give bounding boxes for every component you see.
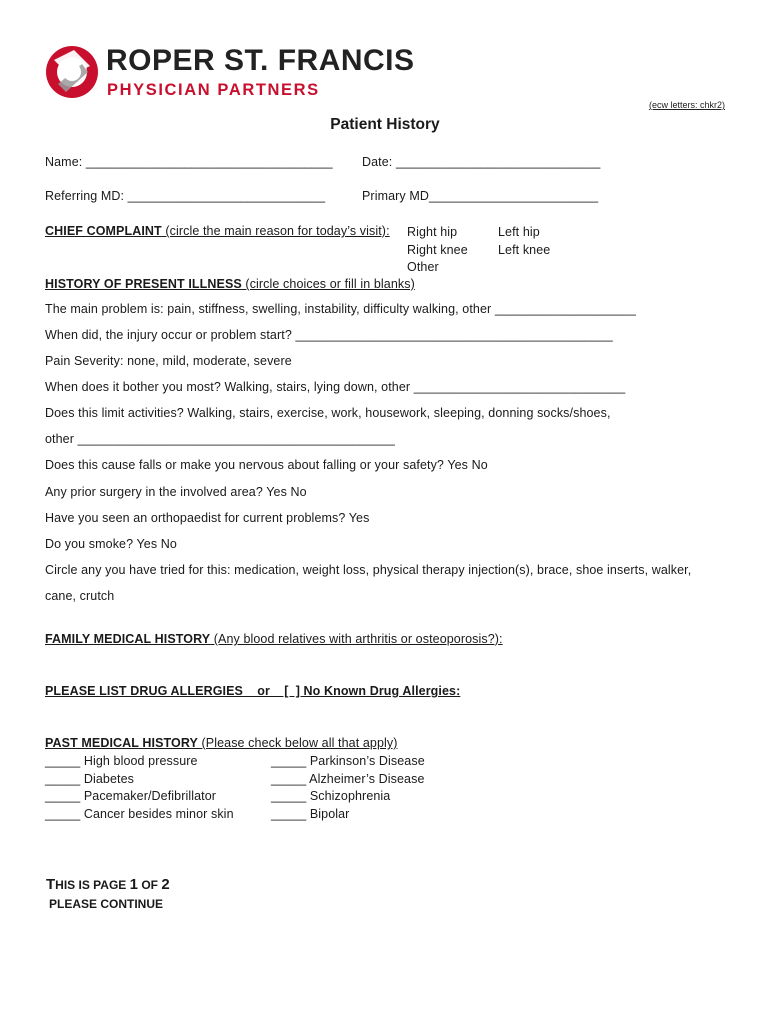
page-number-current: 1 xyxy=(129,876,138,893)
hpi-line[interactable]: Any prior surgery in the involved area? Yes No xyxy=(45,485,307,499)
hpi-line[interactable]: Circle any you have tried for this: medication, weight loss, physical therapy injection(s), brace, shoe inserts, walker, xyxy=(45,563,692,577)
page-number-total: 2 xyxy=(161,876,170,893)
name-field[interactable]: Name: ___________________________________ xyxy=(45,155,333,169)
hpi-line[interactable]: Does this limit activities? Walking, stairs, exercise, work, housework, sleeping, donning socks/shoes, xyxy=(45,406,611,420)
form-code: (ecw letters: chkr2) xyxy=(648,100,725,110)
hpi-line[interactable]: When does it bother you most? Walking, stairs, lying down, other ______________________________ xyxy=(45,380,626,394)
option-right-knee[interactable]: Right knee xyxy=(407,242,468,257)
complaint-options-col1 xyxy=(407,224,468,277)
page-number-of: OF xyxy=(137,878,162,892)
primary-md-field[interactable]: Primary MD________________________ xyxy=(362,189,599,203)
family-history-note: (Any blood relatives with arthritis or osteoporosis?): xyxy=(210,632,503,646)
page-number-t: T xyxy=(46,876,56,893)
pmh-item[interactable]: _____ Cancer besides minor skin xyxy=(45,806,234,821)
hpi-note: (circle choices or fill in blanks) xyxy=(241,277,415,291)
complaint-options-col2 xyxy=(498,224,550,259)
chief-complaint-label xyxy=(45,224,390,238)
hpi-label xyxy=(45,277,415,291)
org-name: ROPER ST. FRANCIS xyxy=(106,44,415,77)
option-right-hip[interactable]: Right hip xyxy=(407,225,458,239)
hpi-line[interactable]: Have you seen an orthopaedist for current problems? Yes xyxy=(45,511,370,525)
hpi-line[interactable]: other _____________________________________________ xyxy=(45,432,395,446)
pmh-item[interactable]: _____ Bipolar xyxy=(271,806,350,821)
option-left-hip[interactable]: Left hip xyxy=(498,225,540,239)
org-subtitle: PHYSICIAN PARTNERS xyxy=(107,81,320,99)
hpi-line[interactable]: The main problem is: pain, stiffness, swelling, instability, difficulty walking, other ____________________ xyxy=(45,302,636,316)
pmh-item[interactable]: _____ High blood pressure xyxy=(45,754,198,768)
hpi-heading: HISTORY OF PRESENT ILLNESS xyxy=(45,277,242,291)
referring-md-field[interactable]: Referring MD: ____________________________ xyxy=(45,189,326,203)
pmh-item[interactable]: _____ Parkinson’s Disease xyxy=(271,754,425,768)
pmh-col2 xyxy=(271,753,425,823)
pmh-label xyxy=(45,736,398,750)
pmh-item[interactable]: _____ Diabetes xyxy=(45,771,134,786)
allergies-label xyxy=(45,684,460,698)
family-history-label xyxy=(45,632,503,646)
option-other[interactable]: Other xyxy=(407,260,439,274)
chief-complaint-note: (circle the main reason for today’s visit): xyxy=(161,224,390,238)
family-history-heading: FAMILY MEDICAL HISTORY xyxy=(45,632,211,646)
chief-complaint-heading: CHIEF COMPLAINT xyxy=(45,224,162,238)
hpi-line[interactable]: Do you smoke? Yes No xyxy=(45,537,177,551)
pmh-item[interactable]: _____ Schizophrenia xyxy=(271,789,391,803)
hpi-line[interactable]: cane, crutch xyxy=(45,589,115,603)
hpi-line[interactable]: Pain Severity: none, mild, moderate, severe xyxy=(45,354,292,368)
option-left-knee[interactable]: Left knee xyxy=(498,242,551,257)
pmh-col1 xyxy=(45,753,234,823)
allergies-heading: PLEASE LIST DRUG ALLERGIES xyxy=(45,684,243,698)
page-title: Patient History xyxy=(330,116,440,133)
pmh-item[interactable]: _____ Pacemaker/Defibrillator xyxy=(45,789,217,803)
pmh-note: (Please check below all that apply) xyxy=(197,736,398,750)
page-number-text: HIS IS PAGE xyxy=(55,878,130,892)
please-continue: PLEASE CONTINUE xyxy=(49,897,164,911)
hpi-line[interactable]: When did, the injury occur or problem start? _____________________________________________ xyxy=(45,328,613,342)
pmh-item[interactable]: _____ Alzheimer’s Disease xyxy=(271,771,425,786)
page-number xyxy=(46,876,170,894)
pmh-heading: PAST MEDICAL HISTORY xyxy=(45,736,198,750)
logo-icon xyxy=(44,44,100,100)
date-field[interactable]: Date: _____________________________ xyxy=(362,155,601,169)
nkda-checkbox-label[interactable]: or [ ] No Known Drug Allergies: xyxy=(243,684,461,698)
hpi-line[interactable]: Does this cause falls or make you nervous about falling or your safety? Yes No xyxy=(45,458,488,472)
